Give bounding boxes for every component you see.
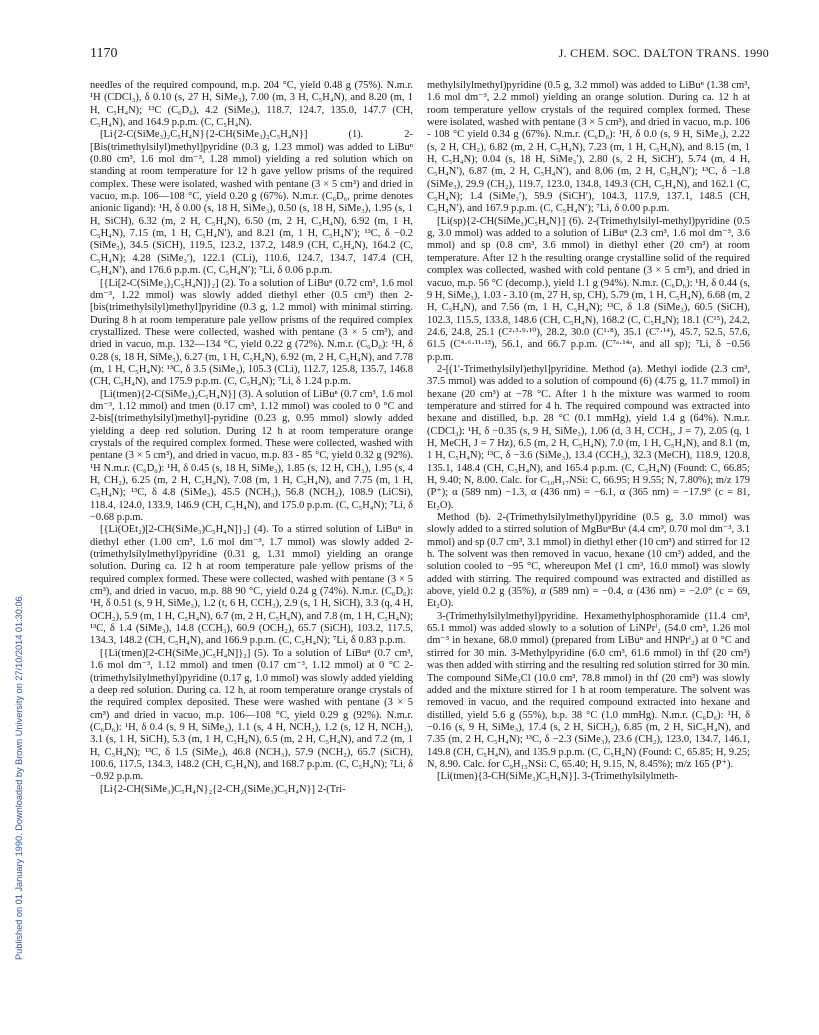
paragraph: 2-[(1′-Trimethylsilyl)ethyl]pyridine. Method (a). Methyl iodide (2.3 cm³, 37.5 mmol) was added to a solution of compound (6) (4.75 g, 11.7 mmol) in hexane (20 cm³) at −78 °C. After 1 h the mixture was warmed to room temperature and stirred for 4 h. The required compound was extracted into hexane and distilled, b.p. 28 °C (0.1 mmHg), yield 1.4 g (64%). N.m.r. (CDCl₃): ¹H, δ −0.35 (s, 9 H, SiMe₃), 1.06 (d, 3 H, CCH₃, J = 7), 2.05 (q, 1 H, MeCH, J = 7 Hz), 6.5 (m, 2 H, C₅H₄N), 7.0 (m, 1 H, C₅H₄N), and 8.1 (m, 1 H, C₅H₄N); ¹³C, δ −3.6 (SiMe₃), 13.4 (CCH₃), 32.3 (MeCH), 118.9, 120.8, 135.1, 148.4 (CH, C₅H₄N), and 165.4 p.p.m. (C, C₅H₄N) (Found: C, 66.85; H, 9.40; N, 8.00. Calc. for C₁₀H₁₇NSi: C, 66.95; H 9.55; N, 7.80%); m/z 179 (P⁺); α (589 nm) −1.3, α (436 nm) = −6.1, α (365 nm) = −17.9° (c = 81, Et₂O). [427,363,750,511]
journal-header: J. CHEM. SOC. DALTON TRANS. 1990 [558,46,769,60]
paragraph: [Li{2-C(SiMe₃)₂C₅H₄N}{2-CH(SiMe₃)₂C₅H₄N}] (1). 2-[Bis(trimethylsilyl)methyl]pyridine (0.3 g, 1.23 mmol) was added to LiBuⁿ (0.80 cm³, 1.6 mol dm⁻³, 1.28 mmol) yielding a red solution which on standing at room temperature for 12 h gave yellow prisms of the required complex. These were isolated, washed with pentane (3 × 5 cm³) and dried in vacuo, m.p. 106—108 °C, yield 0.20 g (67%). N.m.r. (C₆D₆, prime denotes anionic ligand): ¹H, δ 0.00 (s, 18 H, SiMe₃), 0.50 (s, 18 H, SiMe₃), 1.95 (s, 1 H, SiCH), 6.32 (m, 2 H, C₅H₄N), 6.50 (m, 2 H, C₅H₄N), 6.92 (m, 1 H, C₅H₄N), 7.15 (m, 1 H, C₅H₄N′), and 8.21 (m, 1 H, C₅H₄N′); ¹³C, δ −0.2 (SiMe₃), 34.5 (SiCH), 119.5, 123.2, 137.2, 148.9 (CH, C₅H₄N), 164.2 (C, C₅H₄N); 4.28 (SiMe₃′), 122.1 (CLi), 110.6, 124.7, 134.7, 147.4 (CH, C₅H₄N′), and 176.6 p.p.m. (C, C₅H₄N′); ⁷Li, δ 0.06 p.p.m. [90,129,413,277]
paragraph: [{Li(OEt₂)[2-CH(SiMe₃)C₅H₄N]}₂] (4). To a stirred solution of LiBuⁿ in diethyl ether (1.00 cm³, 1.6 mol dm⁻³, 1.7 mmol) was slowly added 2-(trimethylsilylmethyl)pyridine (0.31 g, 1.31 mmol) yielding an orange solution. During ca. 12 h at room temperature pale yellow prisms of the required complex formed. These were collected, washed with pentane (3 × 5 cm³), and dried in vacuo, m.p. 88 90 °C, yield 0.24 g (74%). N.m.r. (C₆D₆): ¹H, δ 0.51 (s, 9 H, SiMe₃), 1.2 (t, 6 H, CCH₃), 2.9 (s, 1 H, SiCH), 3.3 (q, 4 H, OCH₂), 5.9 (m, 1 H, C₅H₄N), 6.7 (m, 2 H, C₅H₄N), and 7.8 (m, 1 H, C₅H₄N); ¹³C, δ 1.4 (SiMe₃), 14.8 (CCH₃), 60.9 (OCH₂), 65.7 (SiCH), 103.2, 117.5, 134.3, 148.2 (CH, C₅H₄N), and 166.9 p.p.m. (C, C₅H₄N); ⁷Li, δ 0.83 p.p.m. [90,524,413,647]
paragraph: [Li{2-CH(SiMe₃)C₅H₄N}₂{2-CH₂(SiMe₃)C₅H₄N}] 2-(Tri- [100,783,346,795]
paragraph: methylsilylmethyl)pyridine (0.5 g, 3.2 mmol) was added to LiBuⁿ (1.38 cm³, 1.6 mol dm⁻³, 2.2 mmol) yielding an orange solution. During ca. 12 h at room temperature yellow crystals of the required complex formed. These were isolated, washed with pentane (3 × 5 cm³), and dried in vacuo, m.p. 106 - 108 °C yield 0.34 g (67%). N.m.r. (C₆D₆): ¹H, δ 0.0 (s, 9 H, SiMe₃), 2.22 (s, 2 H, CH₂), 6.82 (m, 2 H, C₅H₄N), 7.23 (m, 1 H, C₅H₄N), and 8.15 (m, 1 H, C₅H₄N); 0.04 (s, 18 H, SiMe₃′), 2.80 (s, 2 H, SiCH′), 5.74 (m, 4 H, C₅H₄N′), 6.87 (m, 2 H, C₅H₄N′), and 8.06 (m, 2 H, C₅H₄N′); ¹³C, δ −1.8 (SiMe₃), 29.9 (CH₂), 119.7, 123.0, 134.8, 149.3 (CH, C₅H₄N), and 162.1 (C, C₅H₄N); 1.4 (SiMe₃′), 59.9 (SiCH′), 104.3, 117.9, 137.1, 148.5 (CH, C₅H₄N′), and 167.9 p.p.m. (C, C₅H₄N′); ⁷Li, δ 0.00 p.p.m. [427,80,750,215]
paragraph: [{Li(tmen)[2-CH(SiMe₃)C₅H₄N]}₂] (5). To a solution of LiBuⁿ (0.7 cm³, 1.6 mol dm⁻³, 1.12 mmol) and tmen (0.17 cm⁻³, 1.12 mmol) at 0 °C 2-(trimethylsilylmethyl)pyridine (0.17 g, 1.0 mmol) was slowly added yielding a deep red solution. During ca. 12 h, at room temperature orange crystals of the required complex deposited. These were washed with pentane (3 × 5 cm³) and dried in vacuo, m.p. 106—108 °C, yield 0.29 g (92%). N.m.r. (C₆D₆): ¹H, δ 0.4 (s, 9 H, SiMe₃), 1.1 (s, 4 H, NCH₂), 1.2 (s, 12 H, NCH₃), 3.1 (s, 1 H, SiCH), 5.3 (m, 1 H, C₅H₄N), 6.5 (m, 2 H, C₅H₄N), and 7.2 (m, 1 H, C₅H₄N); ¹³C, δ 1.5 (SiMe₃), 46.8 (NCH₃), 57.9 (NCH₂), 65.7 (SiCH), 100.6, 117.5, 134.3, 148.2 (CH, C₅H₄N), and 168.7 p.p.m. (C, C₅H₄N); ⁷Li, δ −0.92 p.p.m. [90,647,413,783]
paragraph: needles of the required compound, m.p. 204 °C, yield 0.48 g (75%). N.m.r. ¹H (CDCl₃), δ 0.10 (s, 27 H, SiMe₃), 7.00 (m, 3 H, C₅H₄N), and 8.20 (m, 1 H, C₅H₄N); ¹³C (C₆D₆), 4.2 (SiMe₃), 118.7, 124.7, 135.0, 147.7 (CH, C₅H₄N), and 164.9 p.p.m. (C, C₅H₄N). [90,80,413,129]
download-notice-text: Published on 01 January 1990. Downloaded by Brown University on 27/10/2014 01:30:06. [14,593,24,960]
paragraph: [Li(sp){2-CH(SiMe₃)C₅H₄N}] (6). 2-(Trimethylsilyl-methyl)pyridine (0.5 g, 3.0 mmol) was added to a solution of LiBuⁿ (2.3 cm³, 1.6 mol dm⁻³, 3.6 mmol) and sp (0.8 cm³, 3.6 mmol) in diethyl ether (20 cm³) at room temperature. After 12 h the resulting orange crystalline solid of the required complex was collected, washed with cold pentane (3 × 5 cm³), and dried in vacuo, m.p. 56 °C (decomp.), yield 1.1 g (94%). N.m.r. (C₆D₆): ¹H, δ 0.44 (s, 9 H, SiMe₃), 1.03 - 3.10 (m, 27 H, sp, CH), 5.79 (m, 1 H, C₅H₄N), 6.68 (m, 2 H, C₅H₄N), and 7.56 (m, 1 H, C₅H₄N); ¹³C, δ 1.8 (SiMe₃), 60.5 (SiCH), 102.3, 115.5, 133.8, 148.6 (CH, C₅H₄N), 168.2 (C, C₅H₄N); 18.1 (C¹⁵), 24.2, 24.6, 24.8, 25.1 (C²·³·⁹·¹⁰), 28.2, 30.0 (C¹·⁸), 35.1 (C⁷·¹⁴), 45.7, 52.5, 57.6, 61.5 (C⁴·⁶·¹¹·¹³), 56.1, and 66.7 p.p.m. (C⁷ᵃ·¹⁴ᵃ, and all sp); ⁷Li, δ −0.56 p.p.m. [427,215,750,363]
right-column [427,80,750,784]
paragraph: Method (b). 2-(Trimethylsilylmethyl)pyridine (0.5 g, 3.0 mmol) was slowly added to a stirred solution of MgBuⁿBuˢ (4.4 cm³, 0.70 mol dm⁻³, 3.1 mmol) and sp (0.7 cm³, 3.1 mmol) in diethyl ether (10 cm³) and stirred for 12 h. The solvent was then removed in vacuo, hexane (10 cm³) added, and the solution cooled to −95 °C, whereupon MeI (1 cm³, 16.0 mmol) was slowly added with stirring. The required compound was extracted and distilled as above, yield 0.2 g (35%), α (589 nm) = −0.4, α (436 nm) = −2.0° (c = 69, Et₂O). [427,512,750,610]
paragraph: [Li(tmen){3-CH(SiMe₃)C₅H₄N}]. 3-(Trimethylsilylmeth- [437,771,678,783]
paragraph: 3-(Trimethylsilylmethyl)pyridine. Hexamethylphosphoramide (11.4 cm³, 65.1 mmol) was added slowly to a solution of LiNPrⁱ₂ (54.0 cm³, 1.26 mol dm⁻³ in hexane, 68.0 mmol) (prepared from LiBuⁿ and HNPrⁱ₂) at 0 °C and stirred for 30 min. 3-Methylpyridine (6.0 cm³, 61.6 mmol) in thf (20 cm³) was then added with stirring and the resulting red solution stirred for 30 min. The compound SiMe₃Cl (10.0 cm³, 78.8 mmol) in thf (20 cm³) was slowly added and the mixture stirred for 1 h at room temperature. The solvent was removed in vacuo, and the required compound extracted into hexane and distilled, yield 5.6 g (55%), b.p. 38 °C (1.0 mmHg). N.m.r. (C₆D₆): ¹H, δ −0.16 (s, 9 H, SiMe₃), 17.4 (s, 2 H, SiCH₂), 6.85 (m, 2 H, SiC₅H₄N), and 7.35 (m, 2 H, C₅H₄N); ¹³C, δ −2.3 (SiMe₃), 23.6 (CH₂), 123.0, 134.7, 146.1, 149.8 (CH, C₅H₄N), and 135.9 p.p.m. (C, C₅H₄N) (Found: C, 65.85; H, 9.25; N, 8.90. Calc. for C₉H₁₅NSi: C, 65.40; H, 9.15, N, 8.45%); m/z 165 (P⁺). [427,610,750,770]
paragraph: [Li(tmen){2-C(SiMe₃)₂C₅H₄N}] (3). A solution of LiBuⁿ (0.7 cm³, 1.6 mol dm⁻³, 1.12 mmol) and tmen (0.17 cm³, 1.12 mmol) was cooled to 0 °C and 2-bis[(trimethylsilyl)methyl]-pyridine (0.23 g, 0.95 mmol) slowly added yielding a deep red solution. During 12 h at room temperature orange crystals of the required complex formed. These were collected, washed with pentane (3 × 5 cm³), and dried in vacuo, m.p. 83 - 85 °C, yield 0.32 g (92%). ¹H N.m.r. (C₆D₆): ¹H, δ 0.45 (s, 18 H, SiMe₃), 1.85 (s, 12 H, CH₃), 1.95 (s, 4 H, CH₂), 6.25 (m, 2 H, C₅H₄N), 7.08 (m, 1 H, C₅H₄N), and 7.75 (m, 1 H, C₅H₄N); ¹³C, δ 4.8 (SiMe₃), 45.5 (NCH₃), 56.8 (NCH₂), 108.9 (LiCSi), 118.4, 124.0, 133.9, 146.9 (CH, C₅H₄N), and 175.0 p.p.m. (C, C₅H₄N); ⁷Li, δ −0.68 p.p.m. [90,388,413,524]
download-notice [2,180,24,980]
page-number: 1170 [90,46,118,61]
paragraph: [{Li[2-C(SiMe₃)₂C₅H₄N]}₂] (2). To a solution of LiBuⁿ (0.72 cm³, 1.6 mol dm⁻³, 1.22 mmol) was slowly added diethyl ether (0.5 cm³) then 2-[bis(trimethylsilyl)methyl]pyridine (0.3 g, 1.2 mmol) with minimal stirring. During 8 h at room temperature pale yellow prisms of the required complex crystallized. These were collected, washed with pentane (3 × 5 cm³), and dried in vacuo, m.p. 132—134 °C, yield 0.22 g (72%). N.m.r. (C₆D₆): ¹H, δ 0.28 (s, 18 H, SiMe₃), 6.27 (m, 1 H, C₅H₄N), 6.92 (m, 2 H, C₅H₄N), and 7.78 (m, 1 H, C₅H₄N): ¹³C, δ 3.5 (SiMe₃), 105.3 (CLi), 112.7, 125.8, 135.7, 146.8 (CH, C₅H₄N), and 175.9 p.p.m. (C, C₅H₄N); ⁷Li, δ 1.24 p.p.m. [90,277,413,388]
left-column [90,80,413,796]
